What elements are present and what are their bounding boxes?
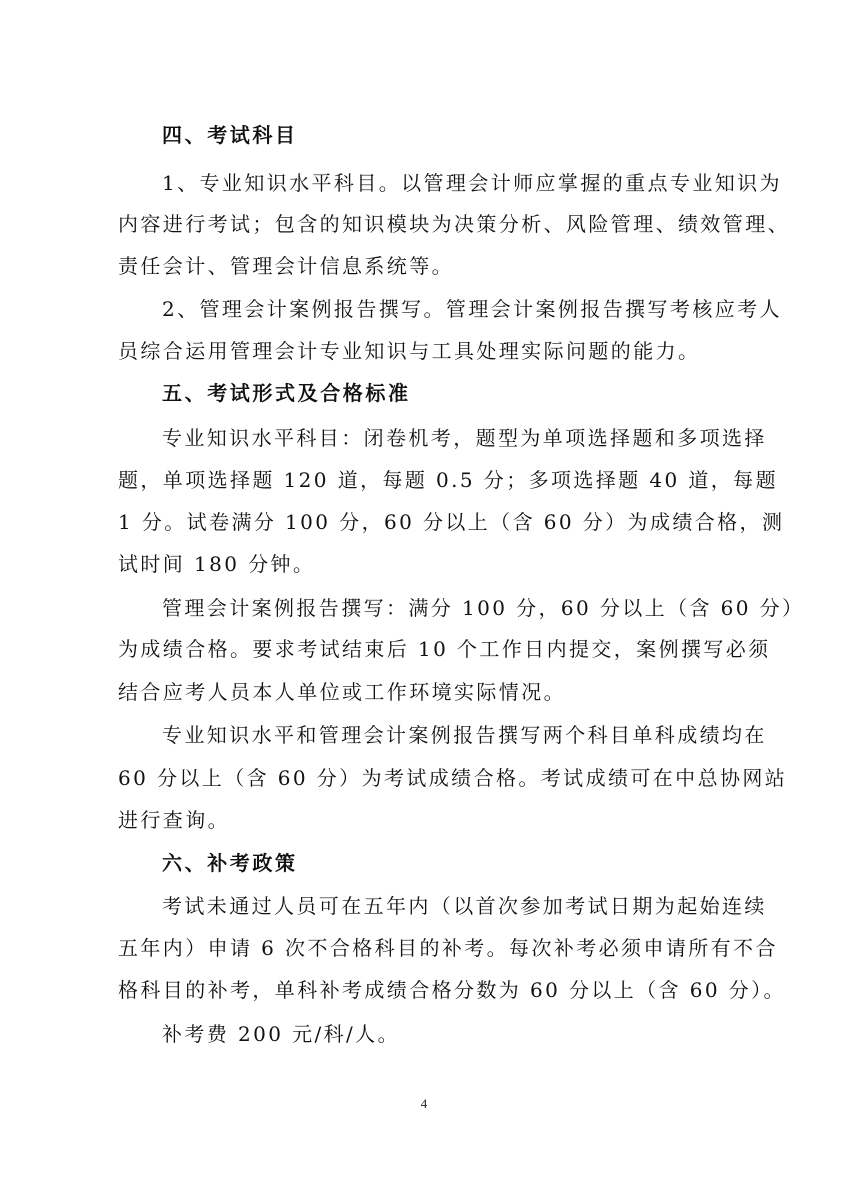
paragraph-line: 专业知识水平科目：闭卷机考，题型为单项选择题和多项选择 — [162, 426, 767, 450]
paragraph-line: 五年内）申请 6 次不合格科目的补考。每次补考必须申请所有不合 — [118, 936, 778, 960]
paragraph-line: 2、管理会计案例报告撰写。管理会计案例报告撰写考核应考人 — [162, 297, 782, 321]
paragraph-line: 60 分以上（含 60 分）为考试成绩合格。考试成绩可在中总协网站 — [118, 766, 788, 790]
paragraph-line: 专业知识水平和管理会计案例报告撰写两个科目单科成绩均在 — [162, 723, 767, 747]
paragraph-line: 1 分。试卷满分 100 分，60 分以上（含 60 分）为成绩合格，测 — [118, 510, 785, 534]
paragraph-line: 试时间 180 分钟。 — [118, 552, 316, 576]
paragraph-line: 管理会计案例报告撰写：满分 100 分，60 分以上（含 60 分） — [162, 596, 805, 620]
paragraph-line: 题，单项选择题 120 道，每题 0.5 分；多项选择题 40 道，每题 — [118, 468, 778, 492]
section-heading-exam-format: 五、考试形式及合格标准 — [162, 381, 411, 405]
paragraph-line: 内容进行考试；包含的知识模块为决策分析、风险管理、绩效管理、 — [118, 212, 790, 236]
section-heading-exam-subjects: 四、考试科目 — [162, 123, 298, 147]
paragraph-line: 1、专业知识水平科目。以管理会计师应掌握的重点专业知识为 — [162, 171, 782, 195]
paragraph-line: 补考费 200 元/科/人。 — [162, 1022, 400, 1046]
page-number: 4 — [420, 1096, 428, 1111]
paragraph-line: 进行查询。 — [118, 808, 230, 832]
paragraph-line: 格科目的补考，单科补考成绩合格分数为 60 分以上（含 60 分）。 — [118, 978, 786, 1002]
paragraph-line: 结合应考人员本人单位或工作环境实际情况。 — [118, 680, 566, 704]
paragraph-line: 责任会计、管理会计信息系统等。 — [118, 254, 454, 278]
section-heading-retake-policy: 六、补考政策 — [162, 851, 298, 875]
paragraph-line: 为成绩合格。要求考试结束后 10 个工作日内提交，案例撰写必须 — [118, 637, 771, 661]
paragraph-line: 考试未通过人员可在五年内（以首次参加考试日期为起始连续 — [162, 894, 767, 918]
paragraph-line: 员综合运用管理会计专业知识与工具处理实际问题的能力。 — [118, 339, 701, 363]
